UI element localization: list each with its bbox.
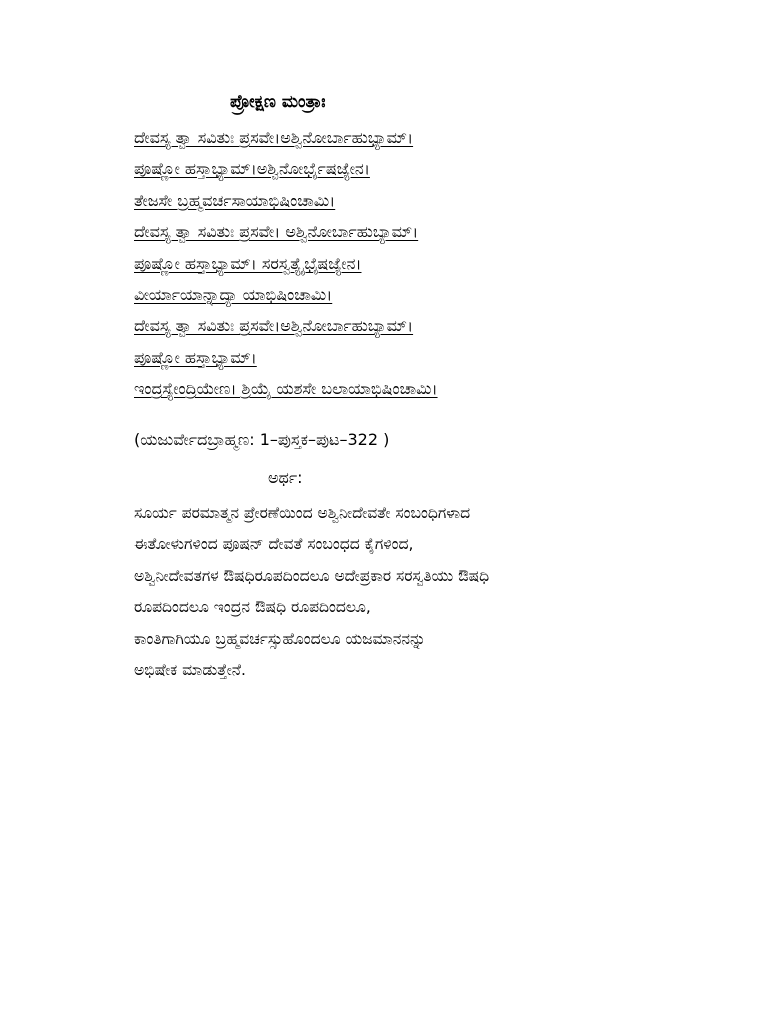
- meaning-line: ಕಾಂತಿಗಾಗಿಯೂ ಬ್ರಹ್ಮವರ್ಚಸ್ಸುಹೊಂದಲೂ ಯಜಮಾನನನ್ನು: [134, 629, 426, 648]
- mantra-line: ವೀರ್ಯಾಯಾನ್ನಾದ್ಯಾ ಯಾಭಿಷಿಂಚಾಮಿ।: [134, 284, 333, 304]
- page-title: ಪ್ರೋಕ್ಷಣ ಮಂತ್ರಾಃ: [230, 92, 326, 112]
- mantra-line: ಪೂಷ್ಣೋ ಹಸ್ತಾಭ್ಯಾಮ್। ಸರಸ್ವತ್ಯೈಭೈಷಜ್ಯೇನ।: [134, 253, 362, 273]
- mantra-line: ದೇವಸ್ಯ ತ್ವಾ ಸವಿತುಃ ಪ್ರಸವೇ।ಅಶ್ವಿನೋರ್ಬಾಹುಬ್ಯಾಮ್।: [134, 316, 414, 336]
- mantra-line: ತೇಜಸೇ ಬ್ರಹ್ಮವರ್ಚಸಾಯಾಭಿಷಿಂಚಾಮಿ।: [134, 190, 336, 210]
- mantra-line: ದೇವಸ್ಯ ತ್ವಾ ಸವಿತುಃ ಪ್ರಸವೇ।ಅಶ್ವಿನೋರ್ಬಾಹುಭ್ಯಾಮ್।: [134, 128, 414, 147]
- mantra-line: ಇಂದ್ರಸ್ಯೇಂದ್ರಿಯೇಣ। ಶ್ರಿಯೈ ಯಶಸೇ ಬಲಾಯಾಭಿಷಿಂಚಾಮಿ।: [134, 379, 438, 399]
- meaning-line: ಈತೋಳುಗಳಿಂದ ಪೂಷನ್ ದೇವತೆ ಸಂಬಂಧದ ಕೈಗಳಿಂದ,: [134, 535, 414, 554]
- meaning-line: ಅಭಿಷೇಕ ಮಾಡುತ್ತೇನೆ.: [134, 660, 246, 679]
- mantra-line: ಪೂಷ್ಣೋ ಹಸ್ತಾಭ್ಯಾಮ್।ಅಶ್ವಿನೋರ್ಭೈಷಜ್ಯೇನ।: [134, 159, 370, 179]
- meaning-line: ಸೂರ್ಯ ಪರಮಾತ್ಮನ ಪ್ರೇರಣೆಯಿಂದ ಅಶ್ವಿನೀದೇವತೇ ಸಂಬಂಧಿಗಳಾದ: [134, 504, 471, 522]
- mantra-line: ಪೂಷ್ಣೋ ಹಸ್ತಾಭ್ಯಾಮ್।: [134, 347, 257, 367]
- mantra-line: ದೇವಸ್ಯ ತ್ವಾ ಸವಿತುಃ ಪ್ರಸವೇ। ಅಶ್ವಿನೋರ್ಬಾಹುಬ್ಯಾಮ್।: [134, 222, 419, 242]
- source-citation: (ಯಜುರ್ವೇದಬ್ರಾಹ್ಮಣ: 1–ಪುಸ್ತಕ–ಪುಟ–322 ): [134, 430, 390, 449]
- mantra-block: [134, 122, 694, 405]
- meaning-line: ಅಶ್ವಿನೀದೇವತಗಳ ಔಷಧಿರೂಪದಿಂದಲೂ ಅದೇಪ್ರಕಾರ ಸರಸ್ವತಿಯು ಔಷಧಿ: [134, 566, 490, 585]
- meaning-line: ರೂಪದಿಂದಲೂ ಇಂದ್ರನ ಔಷಧಿ ರೂಪದಿಂದಲೂ,: [134, 598, 371, 617]
- meaning-heading: ಅರ್ಥ:: [268, 468, 303, 487]
- meaning-block: [134, 498, 694, 686]
